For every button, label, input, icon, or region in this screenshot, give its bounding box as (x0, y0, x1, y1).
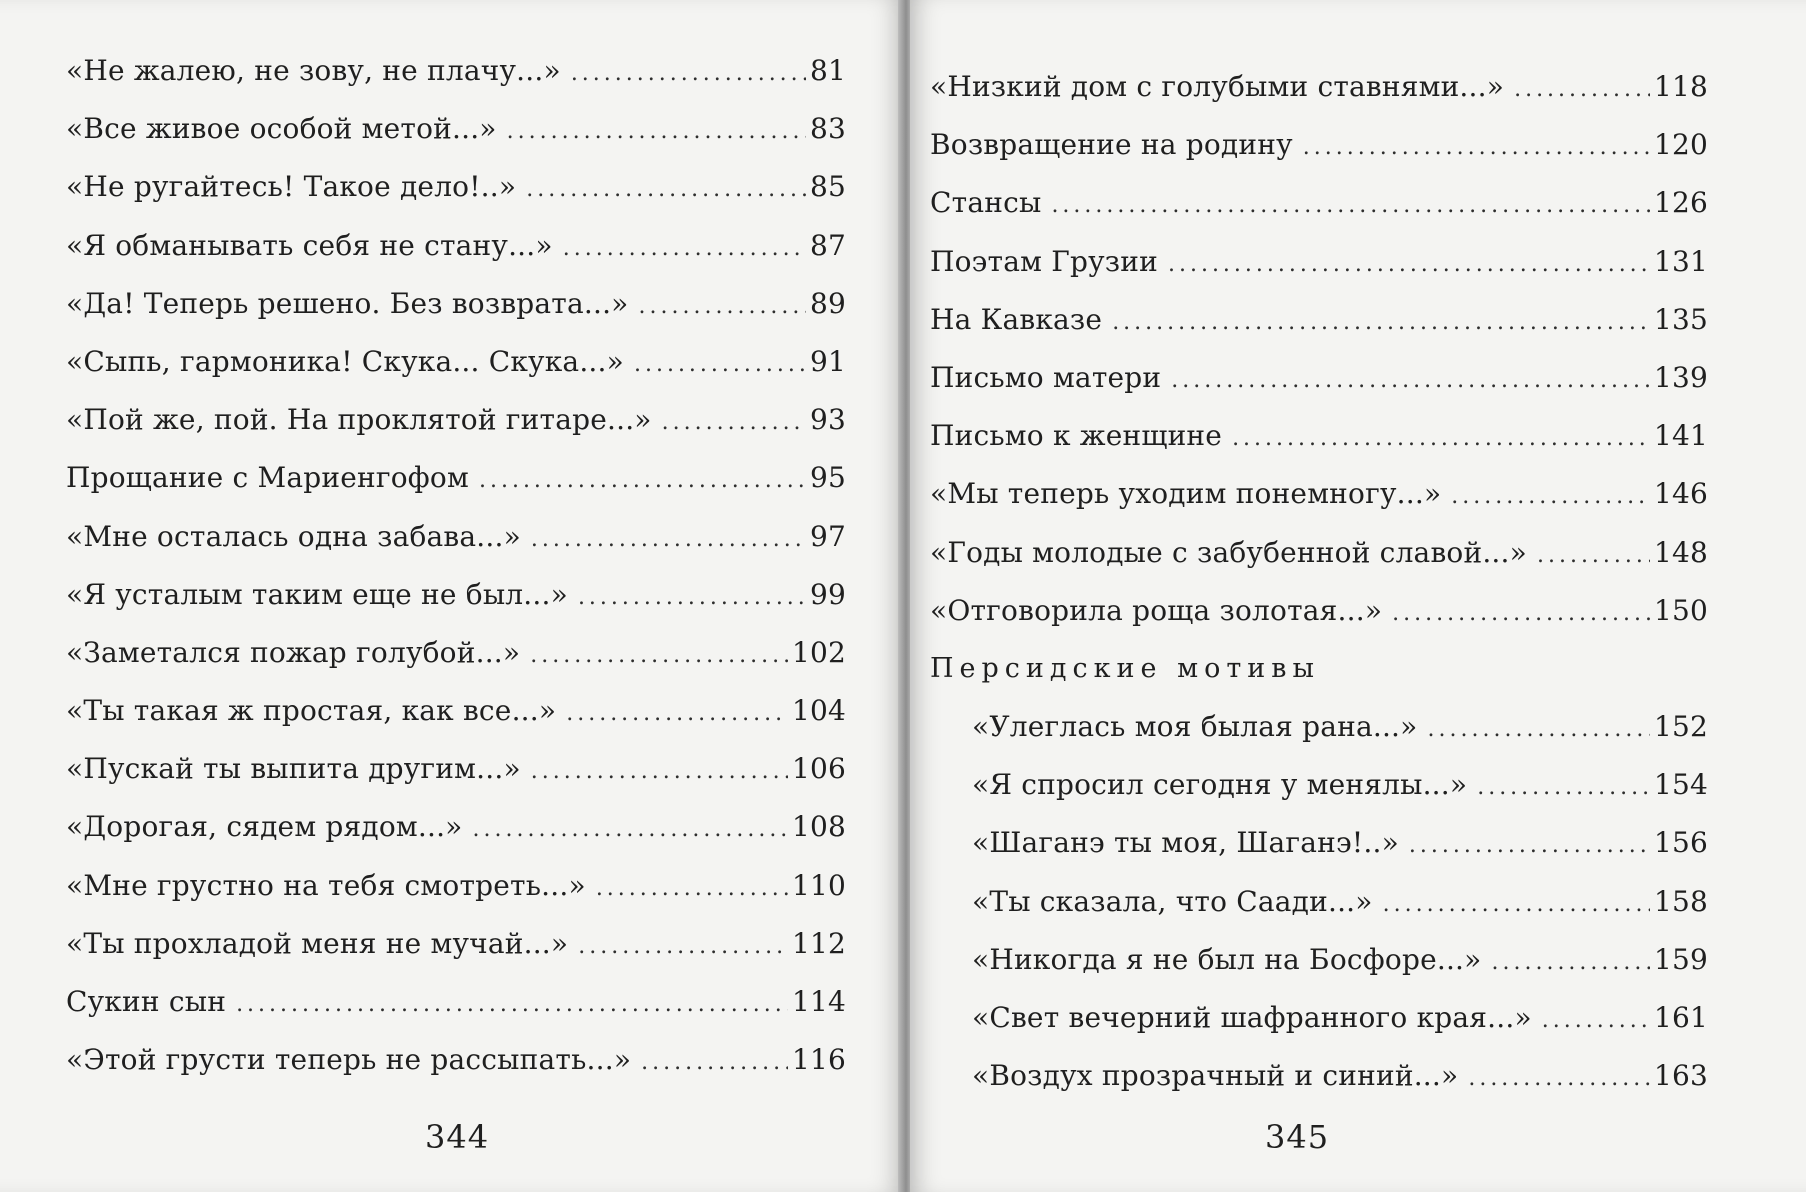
toc-entry-title: «Сыпь, гармоника! Скука... Скука...» (66, 344, 624, 378)
toc-entry (66, 449, 846, 507)
toc-entry-page-number: 158 (1653, 884, 1708, 918)
toc-entry-page-number: 156 (1653, 826, 1708, 860)
toc-entry-title: «Низкий дом с голубыми ставнями...» (930, 70, 1505, 103)
section-title: Персидские мотивы (930, 652, 1320, 684)
dot-leader (1451, 468, 1650, 526)
toc-entry (930, 524, 1708, 582)
toc-entry (66, 333, 846, 391)
toc-entry (66, 624, 846, 682)
right-page (910, 0, 1806, 1192)
toc-entry-title: «Ты сказала, что Саади...» (972, 884, 1373, 918)
dot-leader (1171, 352, 1650, 410)
dot-leader (1392, 585, 1650, 643)
toc-entry-page-number: 87 (809, 228, 846, 262)
toc-entry (930, 931, 1708, 989)
dot-leader (596, 860, 788, 918)
toc-entry-title: «Я спросил сегодня у менялы...» (972, 768, 1468, 802)
section-heading (930, 640, 1708, 698)
toc-entry-title: «Никогда я не был на Босфоре...» (972, 942, 1482, 976)
dot-leader (526, 161, 806, 219)
toc-entry-title: Поэтам Грузии (930, 244, 1158, 278)
dot-leader (639, 278, 806, 336)
toc-entry (66, 275, 846, 333)
dot-leader (662, 394, 806, 452)
toc-entry (66, 857, 846, 915)
toc-entry (66, 973, 846, 1031)
toc-entry-title: Стансы (930, 186, 1042, 220)
dot-leader (1409, 817, 1650, 875)
toc-entry (930, 814, 1708, 872)
dot-leader (634, 336, 806, 394)
toc-entry-page-number: 154 (1653, 768, 1708, 802)
toc-entry-page-number: 120 (1653, 128, 1708, 162)
dot-leader (531, 511, 806, 569)
toc-entry-page-number: 81 (809, 54, 846, 87)
toc-entry-page-number: 85 (809, 170, 846, 204)
toc-entry (66, 100, 846, 158)
dot-leader (578, 918, 788, 976)
toc-entry-title: Возвращение на родину (930, 128, 1293, 162)
right-toc-list (930, 58, 1708, 1105)
toc-entry-title: «Не жалею, не зову, не плачу...» (66, 54, 561, 87)
toc-entry-title: «Шаганэ ты моя, Шаганэ!..» (972, 826, 1399, 860)
right-toc-group (930, 58, 1708, 640)
toc-entry-page-number: 110 (791, 868, 846, 902)
toc-entry (66, 915, 846, 973)
toc-entry-page-number: 106 (791, 752, 846, 786)
toc-entry-title: Сукин сын (66, 985, 227, 1018)
dot-leader (578, 569, 806, 627)
section-toc-group (930, 698, 1708, 1105)
toc-entry-title: «Годы молодые с забубенной славой...» (930, 535, 1527, 569)
toc-entry (930, 756, 1708, 814)
toc-entry-title: Письмо к женщине (930, 419, 1223, 453)
dot-leader (1542, 992, 1650, 1050)
toc-entry-title: «Мне грустно на тебя смотреть...» (66, 868, 586, 902)
toc-entry-page-number: 146 (1653, 477, 1708, 511)
toc-entry (66, 682, 846, 740)
dot-leader (1477, 759, 1650, 817)
dot-leader (563, 220, 806, 278)
toc-entry-title: «Дорогая, сядем рядом...» (66, 810, 463, 844)
toc-entry-title: «Мы теперь уходим понемногу...» (930, 477, 1442, 511)
toc-entry (66, 566, 846, 624)
left-toc-list (66, 42, 846, 1089)
dot-leader (566, 685, 788, 743)
toc-entry (930, 407, 1708, 465)
toc-entry-page-number: 150 (1653, 593, 1708, 627)
toc-entry (66, 1031, 846, 1089)
toc-entry (930, 698, 1708, 756)
toc-entry-page-number: 89 (809, 286, 846, 320)
toc-entry (930, 1047, 1708, 1105)
toc-entry (66, 508, 846, 566)
toc-entry (930, 349, 1708, 407)
toc-entry-title: «Все живое особой метой...» (66, 112, 497, 146)
toc-entry (930, 582, 1708, 640)
toc-entry-title: «Пускай ты выпита другим...» (66, 752, 521, 786)
toc-entry-page-number: 104 (791, 694, 846, 728)
right-page-number: 345 (1265, 1118, 1330, 1156)
toc-entry (930, 58, 1708, 116)
toc-entry-page-number: 159 (1653, 942, 1708, 976)
toc-entry-page-number: 131 (1653, 244, 1708, 278)
toc-entry-title: «Я обманывать себя не стану...» (66, 228, 553, 262)
toc-entry-page-number: 99 (809, 577, 846, 611)
toc-entry-page-number: 152 (1653, 710, 1708, 744)
dot-leader (507, 103, 806, 161)
toc-entry-title: «Отговорила роща золотая...» (930, 593, 1383, 627)
dot-leader (1112, 294, 1650, 352)
toc-entry (930, 116, 1708, 174)
dot-leader (1428, 701, 1650, 759)
toc-entry-page-number: 118 (1653, 70, 1708, 103)
dot-leader (1303, 119, 1650, 177)
dot-leader (473, 801, 788, 859)
toc-entry (66, 158, 846, 216)
toc-entry-page-number: 108 (791, 810, 846, 844)
dot-leader (1383, 876, 1650, 934)
toc-entry-page-number: 83 (809, 112, 846, 146)
toc-entry (66, 798, 846, 856)
toc-entry-title: Письмо матери (930, 360, 1162, 394)
dot-leader (531, 743, 788, 801)
dot-leader (1468, 1050, 1650, 1108)
toc-entry-title: «Этой грусти теперь не рассыпать...» (66, 1043, 632, 1077)
toc-entry-title: «Заметался пожар голубой...» (66, 635, 521, 669)
dot-leader (1491, 934, 1649, 992)
left-page (0, 0, 902, 1192)
toc-entry (66, 42, 846, 100)
toc-entry (66, 217, 846, 275)
toc-entry-page-number: 116 (791, 1043, 846, 1077)
dot-leader (1051, 177, 1650, 235)
toc-entry-page-number: 126 (1653, 186, 1708, 220)
toc-entry-page-number: 95 (809, 461, 846, 495)
dot-leader (236, 976, 788, 1034)
toc-entry-title: «Ты прохладой меня не мучай...» (66, 926, 569, 960)
dot-leader (479, 452, 806, 510)
toc-entry (66, 391, 846, 449)
toc-entry-title: «Ты такая ж простая, как все...» (66, 694, 557, 728)
toc-entry-title: «Воздух прозрачный и синий...» (972, 1059, 1459, 1093)
toc-entry-title: «Свет вечерний шафранного края...» (972, 1001, 1532, 1034)
dot-leader (1232, 410, 1650, 468)
toc-entry (930, 233, 1708, 291)
toc-entry (930, 873, 1708, 931)
toc-entry-page-number: 91 (809, 344, 846, 378)
toc-entry (930, 989, 1708, 1047)
toc-entry-page-number: 148 (1653, 535, 1708, 569)
toc-entry-page-number: 163 (1653, 1059, 1708, 1093)
toc-entry-page-number: 135 (1653, 302, 1708, 336)
toc-entry-page-number: 93 (809, 403, 846, 437)
toc-entry-title: «Не ругайтесь! Такое дело!..» (66, 170, 517, 204)
toc-entry-page-number: 97 (809, 519, 846, 553)
left-page-number: 344 (425, 1118, 490, 1156)
toc-entry (66, 740, 846, 798)
toc-entry-title: «Улеглась моя былая рана...» (972, 710, 1418, 744)
dot-leader (1537, 527, 1650, 585)
dot-leader (571, 45, 806, 103)
toc-entry-page-number: 161 (1653, 1001, 1708, 1034)
toc-entry-title: «Пой же, пой. На проклятой гитаре...» (66, 403, 652, 437)
dot-leader (1514, 61, 1650, 119)
toc-entry-title: Прощание с Мариенгофом (66, 461, 469, 495)
toc-entry-title: «Да! Теперь решено. Без возврата...» (66, 286, 629, 320)
toc-entry-title: На Кавказе (930, 302, 1103, 336)
dot-leader (1168, 236, 1650, 294)
toc-entry-page-number: 141 (1653, 419, 1708, 453)
toc-entry-title: «Я усталым таким еще не был...» (66, 577, 568, 611)
toc-entry (930, 465, 1708, 523)
dot-leader (641, 1034, 788, 1092)
toc-entry-page-number: 102 (791, 635, 846, 669)
dot-leader (530, 627, 788, 685)
toc-entry-page-number: 139 (1653, 360, 1708, 394)
toc-entry (930, 174, 1708, 232)
toc-entry-page-number: 112 (791, 926, 846, 960)
toc-entry-page-number: 114 (791, 985, 846, 1018)
toc-entry (930, 291, 1708, 349)
toc-entry-title: «Мне осталась одна забава...» (66, 519, 521, 553)
